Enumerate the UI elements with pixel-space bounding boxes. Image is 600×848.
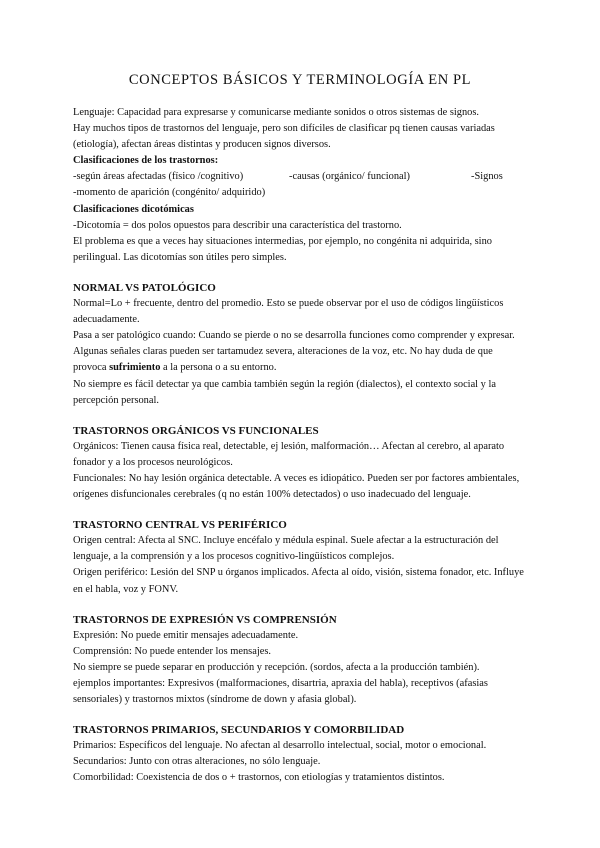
section-paragraph: No siempre es fácil detectar ya que cambia también según la región (dialectos), el contexto social y la percepción personal. bbox=[73, 378, 496, 406]
text-run: a la persona o a su entorno. bbox=[160, 362, 277, 374]
section-paragraph: Origen periférico: Lesión del SNP u órganos implicados. Afecta al oído, visión, sistema fonador, etc. Influye en el habla, voz y FONV. bbox=[73, 567, 524, 595]
document-title: CONCEPTOS BÁSICOS Y TERMINOLOGÍA EN PL bbox=[128, 72, 472, 88]
classification-list bbox=[73, 169, 528, 185]
section-paragraph bbox=[73, 328, 528, 376]
classification-item: -momento de aparición (congénito/ adquirido) bbox=[73, 187, 266, 199]
section-paragraph: No siempre se puede separar en producción y recepción. (sordos, afecta a la producción también). bbox=[73, 661, 480, 673]
section-heading: TRASTORNO CENTRAL VS PERIFÉRICO bbox=[73, 519, 287, 532]
classification-item: -Signos bbox=[471, 171, 503, 183]
section-paragraph: Normal=Lo + frecuente, dentro del promedio. Esto se puede observar por el uso de códigos lingüísticos adecuadamente. bbox=[73, 298, 504, 326]
dichotomy-heading: Clasificaciones dicotómicas bbox=[73, 203, 194, 215]
section-paragraph: Orgánicos: Tienen causa física real, detectable, ej lesión, malformación… Afectan al cerebro, al aparato fonador y a los procesos neurológicos. bbox=[73, 440, 505, 468]
section-paragraph: Comorbilidad: Coexistencia de dos o + trastornos, con etiologías y tratamientos distintos. bbox=[73, 772, 445, 784]
section-heading: TRASTORNOS ORGÁNICOS VS FUNCIONALES bbox=[73, 424, 319, 437]
section-paragraph: ejemplos importantes: Expresivos (malformaciones, disartria, apraxia del habla), receptivos (afasias sensoriales) y trastornos mixtos (síndrome de down y afasia global). bbox=[73, 678, 488, 706]
classification-item: -causas (orgánico/ funcional) bbox=[289, 171, 410, 183]
dichotomy-paragraph: El problema es que a veces hay situaciones intermedias, por ejemplo, no congénita ni adquirida, sino perilingual. Las dicotomías son útiles pero simples. bbox=[73, 235, 492, 263]
dichotomy-paragraph: -Dicotomía = dos polos opuestos para describir una característica del trastorno. bbox=[73, 219, 402, 231]
section-paragraph: Primarios: Específicos del lenguaje. No afectan al desarrollo intelectual, social, motor o emocional. bbox=[73, 740, 487, 752]
intro-paragraph: Lenguaje: Capacidad para expresarse y comunicarse mediante sonidos o otros sistemas de signos. bbox=[73, 107, 479, 118]
section-heading: TRASTORNOS DE EXPRESIÓN VS COMPRENSIÓN bbox=[73, 613, 337, 626]
emphasis-text: sufrimiento bbox=[109, 362, 161, 374]
section-paragraph: Funcionales: No hay lesión orgánica detectable. A veces es idiopático. Pueden ser por factores ambientales, orígenes disfuncionales cerebrales (q no están 100% detectados) o uso inadecuado del lenguaje. bbox=[73, 472, 520, 501]
section-heading: NORMAL VS PATOLÓGICO bbox=[73, 281, 216, 294]
classification-heading: Clasificaciones de los trastornos: bbox=[73, 155, 219, 167]
section-paragraph: Origen central: Afecta al SNC. Incluye encéfalo y médula espinal. Suele afectar a la estructuración del lenguaje, a la comprensión y a los procesos cognitivo-lingüísticos complejos. bbox=[73, 535, 499, 563]
section-paragraph: Expresión: No puede emitir mensajes adecuadamente. bbox=[73, 629, 299, 641]
classification-item: -según áreas afectadas (físico /cognitivo) bbox=[73, 171, 244, 183]
intro-paragraph: Hay muchos tipos de trastornos del lenguaje, pero son difíciles de clasificar pq tienen causas variadas (etiología), afectan áreas distintas y producen signos diversos. bbox=[73, 123, 495, 151]
section-heading: TRASTORNOS PRIMARIOS, SECUNDARIOS Y COMORBILIDAD bbox=[73, 724, 405, 737]
section-paragraph: Secundarios: Junto con otras alteraciones, no sólo lenguaje. bbox=[73, 756, 321, 768]
document-body bbox=[73, 105, 528, 787]
section-paragraph: Comprensión: No puede entender los mensajes. bbox=[73, 645, 271, 657]
text-run: Pasa a ser patológico cuando: Cuando se pierde o no se desarrolla funciones como comprender y expresar. Algunas señales claras pueden ser tartamudez severa, alteraciones de la voz, etc. No hay duda de que provoca bbox=[73, 330, 515, 374]
